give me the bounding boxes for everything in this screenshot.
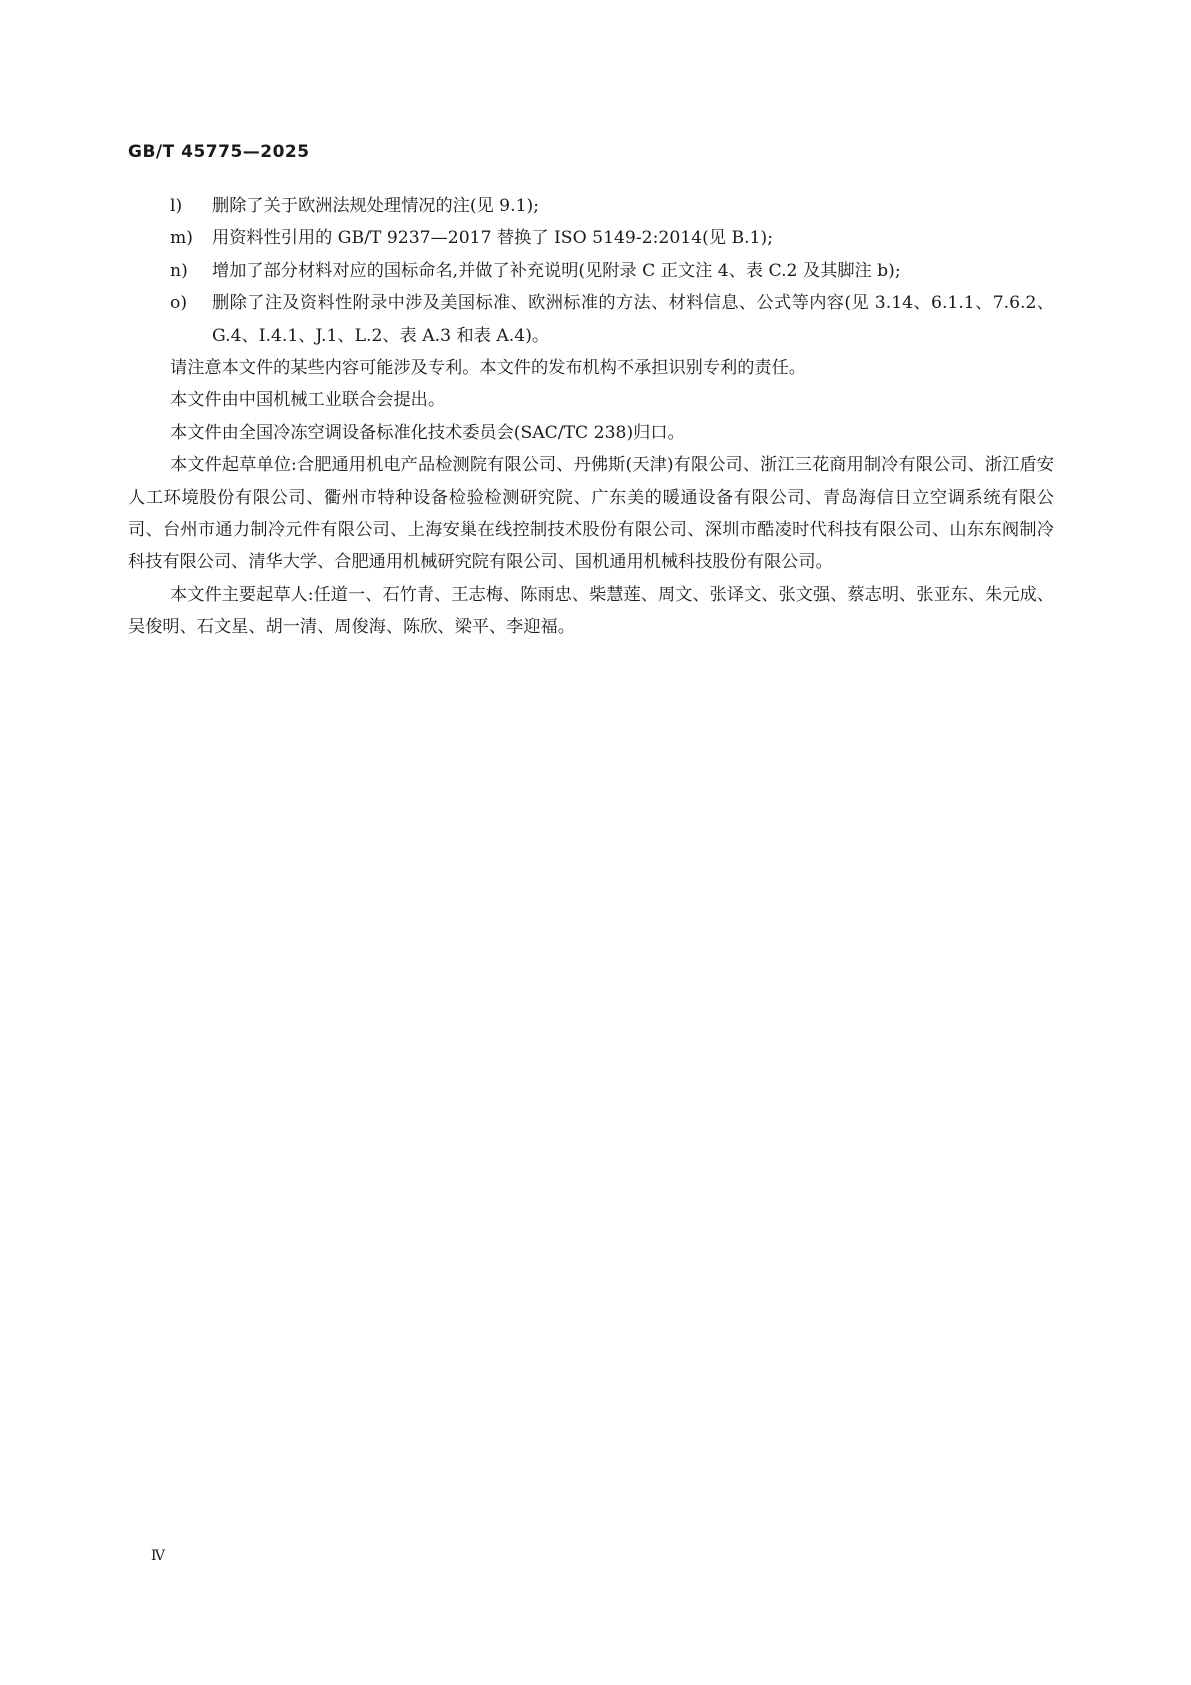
list-item-text: 删除了注及资料性附录中涉及美国标准、欧洲标准的方法、材料信息、公式等内容(见 3.14、6.1.1、7.6.2、G.4、I.4.1、J.1、L.2、表 A.3 和表 A.4)。	[212, 293, 1054, 346]
list-marker: o)	[170, 293, 188, 314]
list-item	[128, 190, 1054, 222]
list-item-text: 用资料性引用的 GB/T 9237—2017 替换了 ISO 5149-2:2014(见 B.1);	[212, 228, 774, 249]
drafters-paragraph: 本文件主要起草人:任道一、石竹青、王志梅、陈雨忠、柴慧莲、周文、张译文、张文强、蔡志明、张亚东、朱元成、吴俊明、石文星、胡一清、周俊海、陈欣、梁平、李迎福。	[128, 584, 1054, 638]
patent-notice-paragraph: 请注意本文件的某些内容可能涉及专利。本文件的发布机构不承担识别专利的责任。	[170, 358, 806, 379]
technical-committee-paragraph: 本文件由全国冷冻空调设备标准化技术委员会(SAC/TC 238)归口。	[170, 422, 685, 443]
list-item	[128, 222, 1054, 254]
proposer-paragraph: 本文件由中国机械工业联合会提出。	[170, 390, 446, 411]
list-marker: n)	[170, 260, 188, 281]
document-body	[128, 190, 1054, 644]
list-item	[128, 287, 1054, 352]
list-marker: m)	[170, 228, 194, 249]
document-id-header: GB/T 45775—2025	[128, 142, 310, 162]
drafting-units-paragraph: 本文件起草单位:合肥通用机电产品检测院有限公司、丹佛斯(天津)有限公司、浙江三花商用制冷有限公司、浙江盾安人工环境股份有限公司、衢州市特种设备检验检测研究院、广东美的暖通设备有限公司、青岛海信日立空调系统有限公司、台州市通力制冷元件有限公司、上海安巢在线控制技术股份有限公司、深圳市酷凌时代科技有限公司、山东东阀制冷科技有限公司、清华大学、合肥通用机械研究院有限公司、国机通用机械科技股份有限公司。	[128, 455, 1054, 573]
list-item-text: 删除了关于欧洲法规处理情况的注(见 9.1);	[212, 196, 540, 216]
page-number: Ⅳ	[151, 1548, 165, 1564]
list-marker: l)	[170, 196, 183, 216]
list-item	[128, 255, 1054, 287]
list-item-text: 增加了部分材料对应的国标命名,并做了补充说明(见附录 C 正文注 4、表 C.2 及其脚注 b);	[212, 260, 901, 281]
